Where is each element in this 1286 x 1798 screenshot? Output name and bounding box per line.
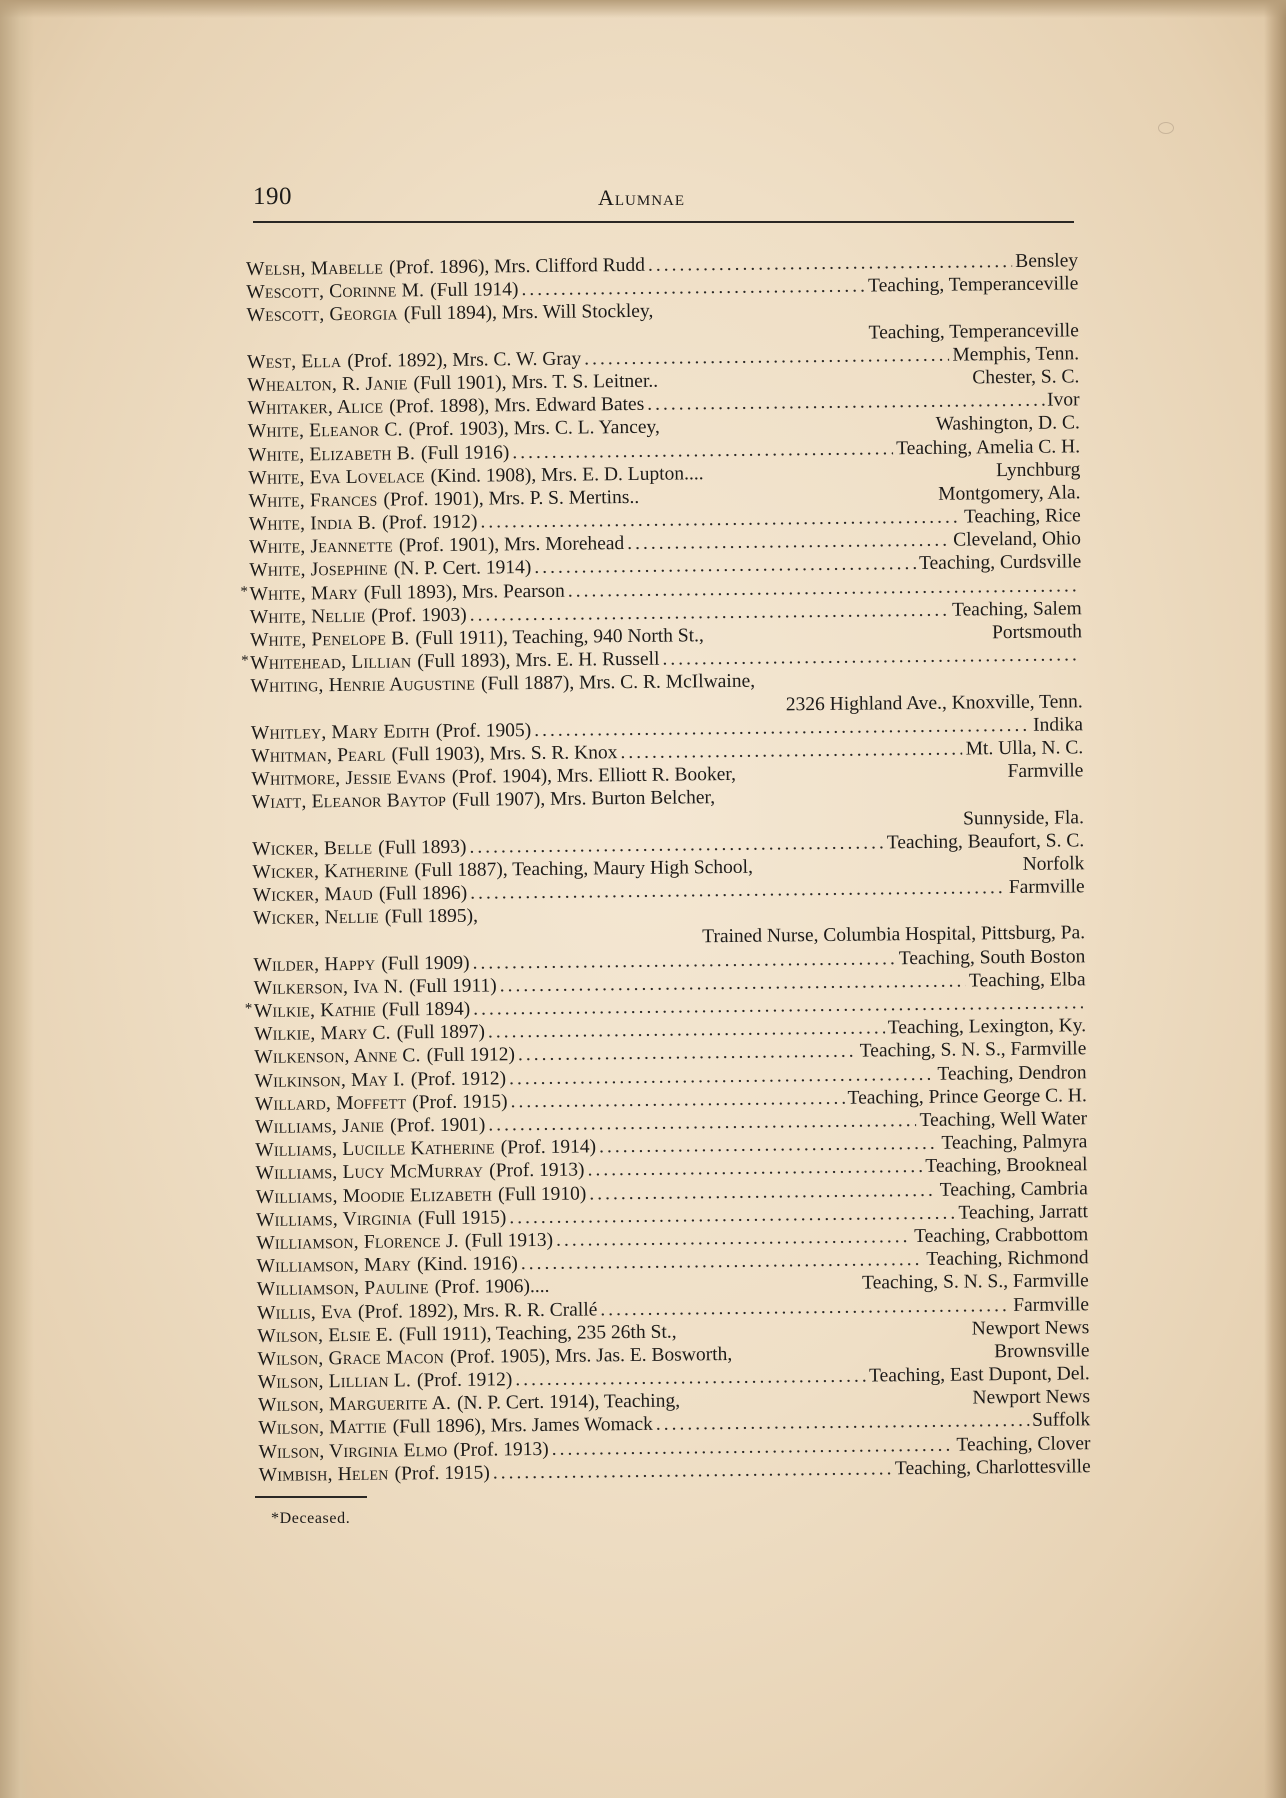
alumna-destination: Newport News [971, 1316, 1090, 1340]
alumna-destination: Teaching, Dendron [937, 1061, 1087, 1085]
alumna-destination: 2326 Highland Ave., Knoxville, Tenn. [785, 690, 1083, 715]
alumna-info: (Prof. 1915) [394, 1462, 490, 1485]
alumna-info: (Prof. 1901), Mrs. P. S. Mertins.. [383, 486, 640, 511]
paper-stain [1158, 122, 1174, 134]
footnote: *Deceased. [271, 1510, 351, 1527]
alumna-destination: Memphis, Tenn. [952, 343, 1080, 366]
alumna-name: Wescott, Corinne M. [246, 280, 425, 304]
entry-spacer [660, 430, 936, 433]
alumna-destination: Teaching, Palmyra [941, 1131, 1088, 1154]
alumna-name: Wicker, Nellie [252, 906, 379, 930]
alumna-info: (Prof. 1901) [389, 1114, 486, 1137]
alumna-destination: Teaching, S. N. S., Farmville [862, 1270, 1089, 1294]
alumna-info: (Full 1894), Mrs. Will Stockley, [403, 301, 654, 325]
alumna-name: White, Nellie [249, 605, 366, 628]
alumna-name: Wilson, Grace Macon [257, 1346, 445, 1370]
alumna-destination: Teaching, East Dupont, Del. [868, 1363, 1090, 1387]
alumna-destination: Teaching, Richmond [926, 1247, 1089, 1271]
alumna-name: Williams, Lucille Katherine [255, 1137, 495, 1162]
alumna-destination: Cleveland, Ohio [953, 528, 1082, 551]
alumna-destination: Teaching, Elba [968, 969, 1086, 992]
entry-spacer [677, 1334, 972, 1337]
alumna-destination: Teaching, Curdsville [918, 551, 1082, 575]
alumna-destination: Teaching, Amelia C. H. [896, 435, 1081, 459]
entry-spacer [736, 777, 1008, 780]
alumna-name: White, India B. [248, 512, 377, 536]
alumna-info: (Prof. 1903) [371, 604, 467, 627]
alumna-info: (Full 1895), [384, 905, 479, 928]
page-top-shadow [0, 0, 1286, 18]
entry-spacer [639, 500, 938, 503]
alumna-info: (Prof. 1898), Mrs. Edward Bates [389, 393, 645, 418]
page-edge [1264, 0, 1286, 1798]
alumna-destination: Teaching, Jarratt [958, 1200, 1089, 1224]
alumna-name: White, Jeannette [248, 535, 394, 559]
entry-spacer [550, 1289, 863, 1292]
alumna-destination: Portsmouth [991, 621, 1083, 644]
alumna-destination: Bensley [1015, 250, 1079, 272]
alumna-name: Wilder, Happy [253, 953, 376, 976]
alumna-info: (Prof. 1913) [453, 1438, 549, 1461]
alumna-destination: Teaching, Crabbottom [914, 1224, 1089, 1247]
alumna-destination: Montgomery, Ala. [938, 482, 1081, 505]
alumna-destination: Farmville [1007, 760, 1084, 783]
alumna-info: (Prof. 1901), Mrs. Morehead [398, 533, 625, 557]
alumna-name: White, Josephine [249, 558, 388, 582]
alumna-info: (Full 1893) [378, 836, 467, 859]
alumna-name: Whitman, Pearl [251, 744, 386, 767]
alumna-info: (Prof. 1903), Mrs. C. L. Yancey, [408, 417, 660, 441]
alumna-info: (Prof. 1892), Mrs. C. W. Gray [347, 348, 582, 372]
alumna-info: (Full 1897) [396, 1021, 486, 1044]
deceased-marker: * [240, 583, 249, 600]
alumna-destination: Teaching, South Boston [898, 945, 1086, 969]
alumna-name: Wilkerson, Iva N. [253, 976, 404, 999]
alumna-destination: Brownsville [994, 1340, 1090, 1363]
alumna-info: (Full 1893), Mrs. Pearson [363, 580, 565, 604]
dot-leader [627, 529, 950, 556]
alumna-info: (Full 1896) [378, 882, 468, 905]
alumna-name: Wilkie, Kathie [253, 999, 377, 1023]
alumna-destination: Teaching, Clover [956, 1432, 1091, 1456]
alumna-info: (Full 1916) [420, 441, 510, 464]
alumna-destination: Teaching, Beaufort, S. C. [886, 829, 1085, 854]
alumna-destination: Teaching, Temperanceville [868, 319, 1079, 344]
alumna-name: Williamson, Mary [256, 1254, 412, 1278]
alumna-info: (Full 1910) [497, 1183, 587, 1205]
alumna-name: Wimbish, Helen [258, 1463, 389, 1486]
alumna-destination: Teaching, Well Water [919, 1108, 1088, 1131]
dot-leader [587, 1155, 922, 1182]
alumna-name: Wilkie, Mary C. [254, 1022, 391, 1046]
alumna-destination: Chester, S. C. [972, 366, 1080, 389]
alumna-name: Wilson, Marguerite A. [257, 1393, 452, 1417]
alumna-info: (Prof. 1905) [435, 719, 532, 742]
alumna-name: Wilkenson, Anne C. [254, 1045, 421, 1069]
alumna-info: (Full 1912) [426, 1044, 516, 1067]
alumna-info: (Prof. 1904), Mrs. Elliott R. Booker, [451, 764, 737, 789]
alumna-name: Whitley, Mary Edith [250, 720, 430, 744]
alumna-name: Willis, Eva [256, 1301, 353, 1324]
alumna-destination: Lynchburg [996, 458, 1081, 481]
alumna-name: Wescott, Georgia [246, 303, 398, 327]
page-header [253, 183, 1073, 219]
alumna-name: White, Elizabeth B. [247, 442, 416, 466]
alumna-destination: Teaching, Charlottesville [894, 1456, 1091, 1480]
entry-spacer [680, 1404, 972, 1407]
alumna-destination: Norfolk [1022, 853, 1085, 875]
alumna-info: (Full 1909) [381, 952, 470, 975]
alumna-info: (Full 1911), Teaching, 235 26th St., [398, 1321, 677, 1346]
alumna-info: (N. P. Cert. 1914) [393, 557, 532, 580]
alumna-name: Wilson, Mattie [258, 1417, 387, 1440]
alumna-info: (Full 1901), Mrs. T. S. Leitner.. [413, 370, 659, 395]
alumna-destination: Indika [1032, 714, 1084, 736]
alumna-info: (Full 1907), Mrs. Burton Belcher, [451, 787, 716, 812]
entry-spacer [753, 870, 1023, 873]
alumna-destination: Teaching, Prince George C. H. [847, 1085, 1087, 1109]
alumna-name: Wiatt, Eleanor Baytop [251, 790, 447, 814]
alumna-name: White, Mary [249, 582, 358, 605]
alumna-name: Whealton, R. Janie [247, 373, 408, 396]
alumna-name: Willard, Moffett [254, 1092, 407, 1115]
alumna-name: Williamson, Pauline [256, 1277, 429, 1301]
deceased-marker: * [244, 1001, 253, 1018]
alumna-name: Welsh, Mabelle [246, 257, 384, 280]
alumna-destination: Newport News [972, 1386, 1091, 1409]
alumna-name: West, Ella [246, 350, 342, 373]
alumna-name: Wicker, Maud [252, 883, 374, 907]
alumna-name: Whiting, Henrie Augustine [250, 674, 476, 698]
alumna-name: White, Penelope B. [249, 628, 410, 651]
alumna-info: (Prof. 1912) [381, 511, 478, 534]
alumna-name: Williams, Virginia [255, 1208, 413, 1231]
alumna-destination: Farmville [1008, 876, 1085, 899]
alumna-info: (Prof. 1912) [410, 1067, 507, 1090]
alumna-destination: Teaching, Cambria [939, 1177, 1088, 1201]
alumna-name: Williamson, Florence J. [256, 1230, 459, 1254]
page-gutter-shadow [0, 0, 34, 1798]
alumna-info: (Full 1911) [409, 975, 497, 998]
dot-leader [510, 1087, 844, 1114]
alumna-info: (Full 1887), Teaching, Maury High School, [414, 856, 754, 882]
entry-spacer [704, 638, 992, 641]
alumna-destination: Teaching, Rice [963, 505, 1081, 528]
alumna-name: Whitehead, Lillian [250, 651, 412, 675]
alumna-info: (Prof. 1912) [416, 1369, 513, 1392]
alumna-name: Williams, Moodie Elizabeth [255, 1184, 493, 1208]
alumna-name: Wilson, Lillian L. [257, 1370, 412, 1394]
alumna-name: Wicker, Katherine [252, 860, 409, 883]
alumna-name: Wicker, Belle [252, 837, 373, 860]
alumna-destination: Teaching, Temperanceville [867, 273, 1079, 297]
alumna-name: White, Frances [248, 489, 378, 512]
alumna-name: White, Eleanor C. [247, 419, 403, 443]
entry-spacer [658, 383, 972, 386]
alumna-destination: Trained Nurse, Columbia Hospital, Pittsburg, Pa. [702, 922, 1086, 948]
footnote-rule [255, 1496, 367, 1498]
alumna-info: (Full 1913) [464, 1229, 554, 1252]
alumna-info: (Kind. 1916) [416, 1253, 518, 1276]
alumna-info: (Prof. 1892), Mrs. R. R. Crallé [357, 1298, 598, 1323]
alumna-destination: Suffolk [1031, 1409, 1091, 1432]
alumnae-list [240, 249, 1091, 1487]
alumna-info: (Full 1911), Teaching, 940 North St., [415, 625, 704, 650]
alumna-destination: Mt. Ulla, N. C. [965, 737, 1084, 760]
alumna-destination: Sunnyside, Fla. [962, 806, 1085, 830]
alumna-destination: Ivor [1046, 389, 1080, 411]
alumna-info: (Prof. 1906).... [434, 1276, 550, 1299]
alumna-name: Williams, Lucy McMurray [255, 1160, 484, 1185]
alumna-destination: Teaching, Lexington, Ky. [887, 1015, 1087, 1039]
alumna-info: (Full 1893), Mrs. E. H. Russell [417, 648, 660, 673]
alumna-destination: Teaching, S. N. S., Farmville [859, 1038, 1087, 1063]
alumna-destination: Teaching, Salem [951, 598, 1082, 621]
alumna-destination: Farmville [1013, 1293, 1090, 1316]
alumna-name: Williams, Janie [254, 1115, 385, 1138]
alumna-info: (Prof. 1915) [412, 1091, 508, 1114]
alumna-info: (N. P. Cert. 1914), Teaching, [456, 1390, 681, 1415]
entry-spacer [704, 476, 997, 479]
page-number: 190 [253, 183, 292, 210]
deceased-marker: * [241, 653, 249, 670]
dot-leader [493, 1457, 892, 1484]
running-head: Alumnae [598, 185, 686, 210]
alumna-name: Wilson, Virginia Elmo [258, 1439, 448, 1463]
header-rule [253, 221, 1074, 223]
alumna-info: (Prof. 1905), Mrs. Jas. E. Bosworth, [449, 1343, 733, 1368]
alumna-name: Whitaker, Alice [247, 396, 384, 420]
alumna-info: (Prof. 1913) [489, 1159, 585, 1182]
alumna-info: (Kind. 1908), Mrs. E. D. Lupton.... [430, 462, 704, 487]
alumna-info: (Full 1914) [430, 279, 519, 302]
entry-spacer [732, 1357, 994, 1360]
alumna-info: (Prof. 1896), Mrs. Clifford Rudd [388, 254, 646, 279]
alumna-info: (Full 1896), Mrs. James Womack [392, 1414, 653, 1438]
alumna-info: (Full 1903), Mrs. S. R. Knox [391, 742, 618, 766]
alumna-name: Wilson, Elsie E. [257, 1324, 394, 1347]
alumna-destination: Washington, D. C. [935, 412, 1080, 436]
alumna-destination: Teaching, Brookneal [925, 1154, 1088, 1178]
alumna-info: (Full 1915) [417, 1207, 507, 1230]
alumna-name: White, Eva Lovelace [248, 465, 425, 489]
alumna-info: (Prof. 1914) [500, 1136, 597, 1159]
alumna-name: Wilkinson, May I. [254, 1069, 405, 1092]
alumna-info: (Full 1887), Mrs. C. R. McIlwaine, [480, 671, 756, 695]
alumna-info: (Full 1894) [381, 998, 471, 1021]
alumna-name: Whitmore, Jessie Evans [251, 767, 446, 791]
